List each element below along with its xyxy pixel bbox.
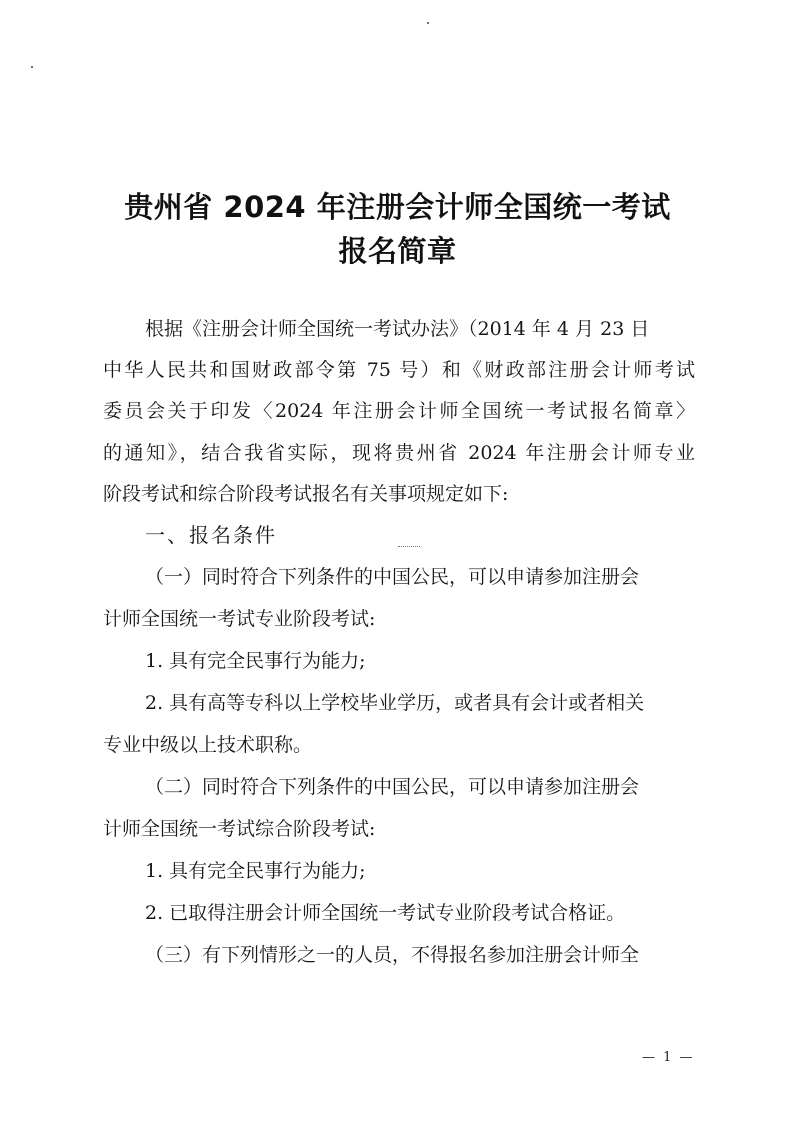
body-paragraph-line: 的通知》，结合我省实际，现将贵州省 2024 年注册会计师专业: [103, 442, 695, 464]
section-heading: 一、报名条件: [145, 523, 277, 547]
body-paragraph-line: 专业中级以上技术职称。: [103, 734, 313, 756]
list-item: 2. 具有高等专科以上学校毕业学历，或者具有会计或者相关: [145, 692, 645, 714]
body-paragraph-line: 计师全国统一考试专业阶段考试:: [103, 608, 376, 630]
body-paragraph-line: 中华人民共和国财政部令第 75 号）和《财政部注册会计师考试: [103, 359, 695, 381]
list-item: 1. 具有完全民事行为能力;: [145, 650, 366, 672]
body-paragraph-line: 计师全国统一考试综合阶段考试:: [103, 818, 376, 840]
list-item: 2. 已取得注册会计师全国统一考试专业阶段考试合格证。: [145, 902, 626, 924]
document-title-line-1: 贵州省 2024 年注册会计师全国统一考试: [124, 190, 671, 224]
scan-speck: [31, 66, 33, 68]
list-item: 1. 具有完全民事行为能力;: [145, 860, 366, 882]
document-title-line-2: 报名简章: [338, 234, 457, 268]
body-paragraph-line: （二）同时符合下列条件的中国公民，可以申请参加注册会: [145, 776, 640, 798]
body-paragraph-line: 阶段考试和综合阶段考试报名有关事项规定如下:: [103, 483, 509, 505]
body-paragraph-line: （三）有下列情形之一的人员，不得报名参加注册会计师全: [145, 944, 640, 966]
page-number: — 1 —: [642, 1050, 695, 1065]
body-paragraph-line: 根据《注册会计师全国统一考试办法》（2014 年 4 月 23 日: [145, 318, 650, 340]
scan-speck: [427, 22, 429, 24]
body-paragraph-line: （一）同时符合下列条件的中国公民，可以申请参加注册会: [145, 566, 640, 588]
body-paragraph-line: 委员会关于印发〈2024 年注册会计师全国统一考试报名简章〉: [103, 400, 695, 422]
